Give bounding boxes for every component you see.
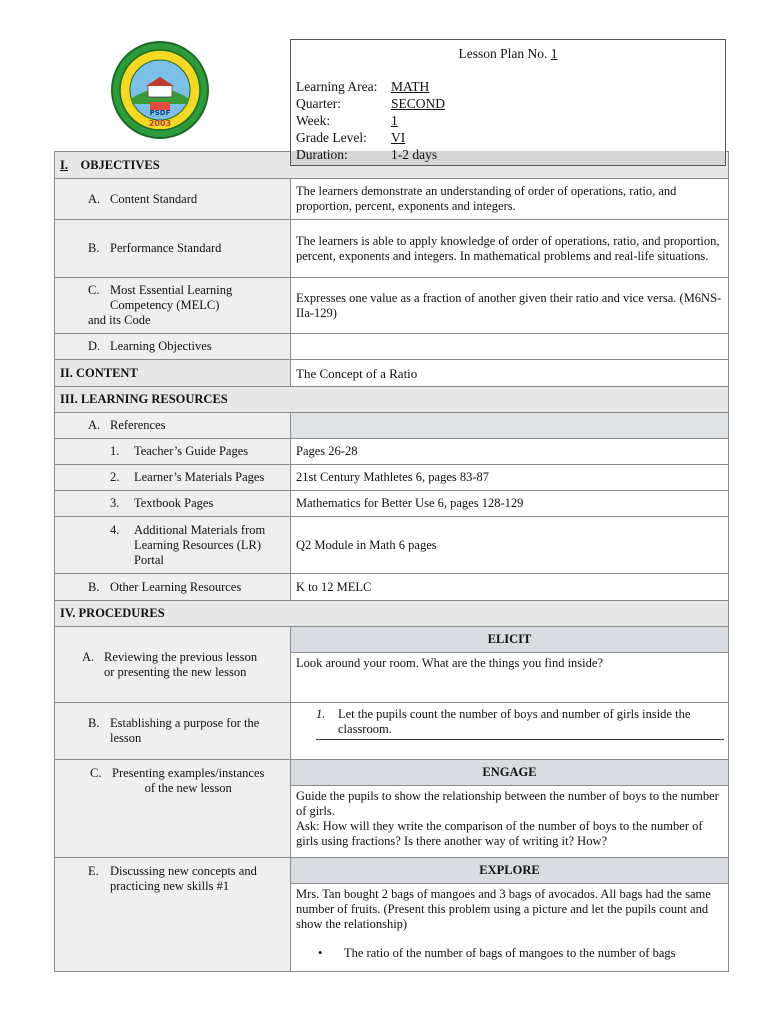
section-procedures: IV. PROCEDURES (55, 601, 729, 627)
performance-standard-row: B. Performance Standard The learners is able to apply knowledge of order of operations, ratio, and proportion, percent, exponents and integers. In mathematical problems and real-life situations. (55, 220, 729, 278)
school-seal-logo (110, 40, 210, 140)
procedure-e-row: E. Discussing new concepts and practicing new skills #1 EXPLORE (55, 858, 729, 884)
procedure-b-row: B. Establishing a purpose for the lesson 1. Let the pupils count the number of boys and number of girls inside the classroom. (55, 703, 729, 760)
quarter-row: Quarter: SECOND (296, 96, 446, 111)
learning-area-row: Learning Area: MATH (296, 79, 430, 94)
procedure-c-row: C. Presenting examples/instances of the new lesson ENGAGE (55, 760, 729, 786)
learners-materials-row: 2. Learner’s Materials Pages 21st Century Mathletes 6, pages 83-87 (55, 465, 729, 491)
procedure-e-content: Mrs. Tan bought 2 bags of mangoes and 3 bags of avocados. All bags had the same number of fruits. (Present this problem using a picture and let the pupils count and show the relationship) • The ratio of the number of bags of mangoes to the number of bags (55, 884, 729, 972)
procedure-c-content: Guide the pupils to show the relationship between the number of boys to the number of girls. Ask: How will they write the comparison of the number of boys to the number of girls using fractions? Is there another way of writing it? How? (55, 786, 729, 858)
procedure-a-content: Look around your room. What are the things you find inside? (55, 653, 729, 703)
engage-header: ENGAGE (291, 760, 729, 786)
section-objectives: I. OBJECTIVES (55, 152, 729, 179)
lesson-plan-table (54, 151, 729, 972)
melc-row: C. Most Essential Learning Competency (MELC) and its Code Expresses one value as a fraction of another given their ratio and vice versa. (M6NS-IIa-129) (55, 278, 729, 334)
ratio-bullet: • The ratio of the number of bags of mangoes to the number of bags (318, 946, 676, 960)
logo-text: PSDF (149, 109, 171, 117)
duration-row: Duration: 1-2 days (296, 147, 438, 162)
content-standard-row: A. Content Standard The learners demonstrate an understanding of order of operations, ratio, and proportion, percent, exponents and integers. (55, 179, 729, 220)
section-learning-resources: III. LEARNING RESOURCES (55, 387, 729, 413)
other-resources-row: B. Other Learning Resources K to 12 MELC (55, 574, 729, 601)
purpose-list-item: 1. Let the pupils count the number of boys and number of girls inside the classroom. (316, 707, 691, 736)
week-row: Week: 1 (296, 113, 398, 128)
procedure-a-row: A. Reviewing the previous lesson or presenting the new lesson ELICIT (55, 627, 729, 653)
textbook-pages-row: 3. Textbook Pages Mathematics for Better Use 6, pages 128-129 (55, 491, 729, 517)
teachers-guide-row: 1. Teacher’s Guide Pages Pages 26-28 (55, 439, 729, 465)
grade-level-row: Grade Level: VI (296, 130, 406, 145)
references-row: A. References (55, 413, 729, 439)
lesson-plan-number: Lesson Plan No. 1 (458, 46, 558, 61)
additional-materials-row: 4. Additional Materials from Learning Resources (LR) Portal Q2 Module in Math 6 pages (55, 517, 729, 574)
section-content: II. CONTENT The Concept of a Ratio (55, 360, 729, 387)
explore-header: EXPLORE (291, 858, 729, 884)
logo-year: 2003 (148, 119, 172, 128)
lesson-plan-no-value: 1 (550, 46, 558, 61)
lesson-header (290, 39, 726, 166)
learning-objectives-row: D. Learning Objectives (55, 334, 729, 360)
underline-rule (316, 739, 724, 740)
elicit-header: ELICIT (291, 627, 729, 653)
